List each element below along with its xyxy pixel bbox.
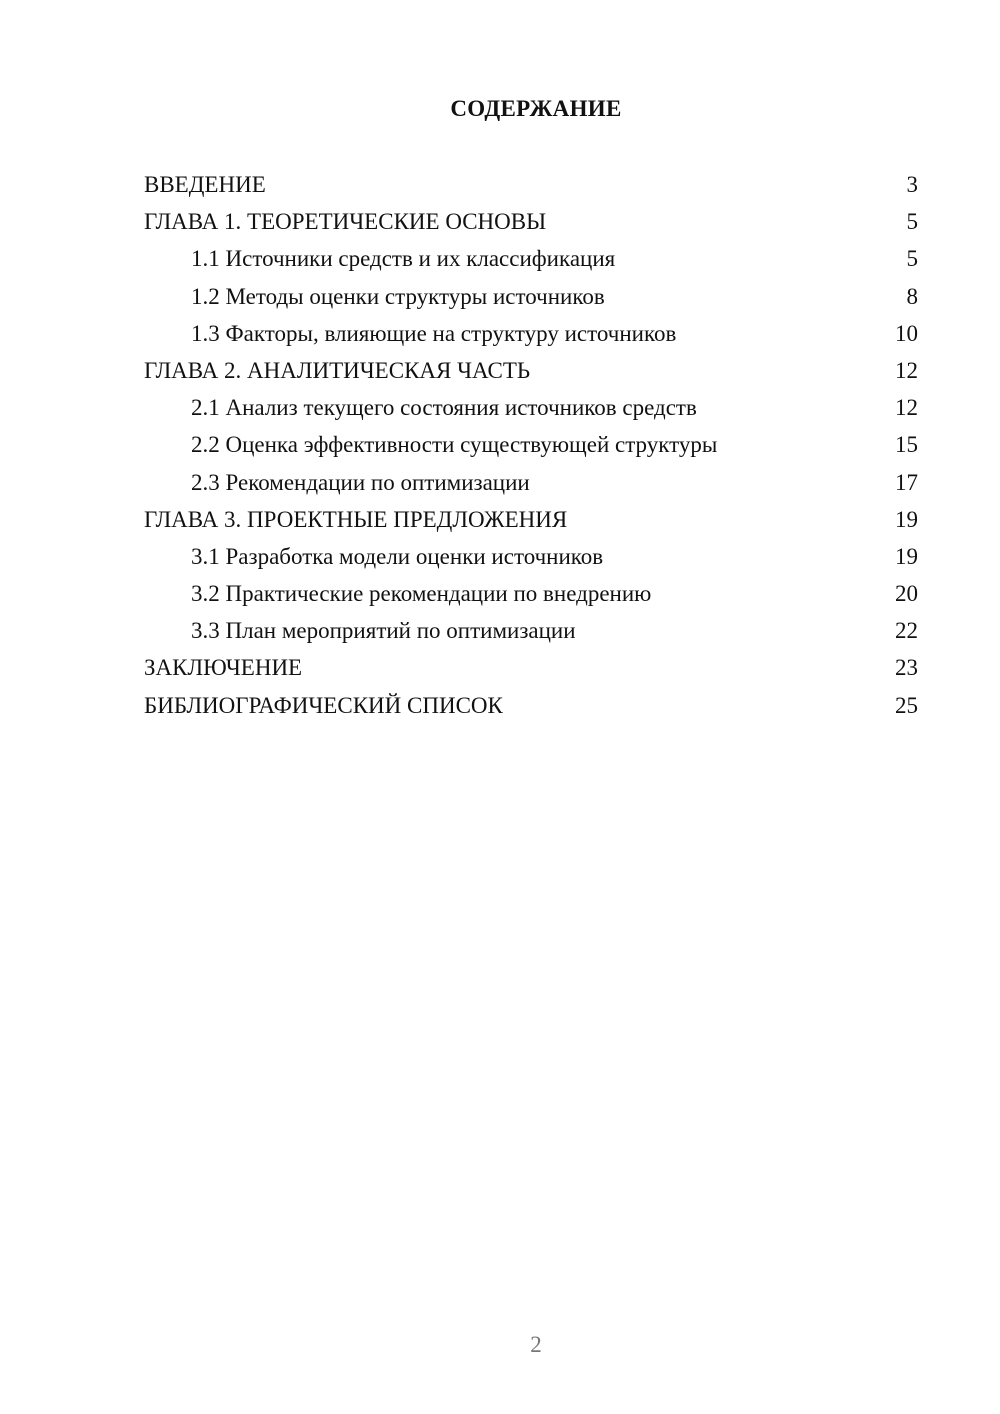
toc-entry-page: 22 <box>895 618 918 644</box>
toc-entry-page: 19 <box>895 506 918 532</box>
toc-entry-section-1-3 <box>144 315 918 352</box>
toc-entry-label: 3.3 План мероприятий по оптимизации <box>191 618 576 644</box>
toc-entry-page: 17 <box>895 469 918 495</box>
toc-entry-label: 2.2 Оценка эффективности существующей структуры <box>191 432 718 458</box>
page-number: 2 <box>530 1332 542 1357</box>
toc-entry-introduction <box>144 166 918 203</box>
toc-entry-page: 23 <box>895 655 918 681</box>
toc-entry-page: 19 <box>895 543 918 569</box>
toc-entry-bibliography <box>144 687 918 724</box>
toc-entry-section-2-1 <box>144 389 918 426</box>
toc-entry-page: 12 <box>895 395 918 421</box>
toc-entry-page: 15 <box>895 432 918 458</box>
toc-entry-page: 8 <box>906 283 918 309</box>
toc-entry-section-3-2 <box>144 575 918 612</box>
toc-entry-section-2-2 <box>144 426 918 463</box>
toc-entry-label: ЗАКЛЮЧЕНИЕ <box>144 655 303 681</box>
toc-entry-section-3-1 <box>144 538 918 575</box>
toc-entry-page: 20 <box>895 581 918 607</box>
toc-entry-label: 2.3 Рекомендации по оптимизации <box>191 469 530 495</box>
toc-entry-section-2-3 <box>144 464 918 501</box>
toc-entry-page: 12 <box>895 357 918 383</box>
toc-entry-section-3-3 <box>144 612 918 649</box>
toc-entry-label: 2.1 Анализ текущего состояния источников средств <box>191 395 697 421</box>
toc-entry-conclusion <box>144 649 918 686</box>
toc-entry-page: 3 <box>906 172 918 197</box>
toc-entry-label: 3.2 Практические рекомендации по внедрению <box>191 581 652 607</box>
toc-entry-label: 1.2 Методы оценки структуры источников <box>191 283 605 309</box>
toc-entry-page: 5 <box>906 209 918 235</box>
toc-entry-page: 10 <box>895 320 918 346</box>
toc-entry-label: 3.1 Разработка модели оценки источников <box>191 543 604 569</box>
toc-entry-chapter-3 <box>144 501 918 538</box>
toc-entry-section-1-2 <box>144 278 918 315</box>
toc-entry-page: 25 <box>895 692 918 718</box>
toc-entry-label: ГЛАВА 1. ТЕОРЕТИЧЕСКИЕ ОСНОВЫ <box>144 209 547 235</box>
toc-entry-label: БИБЛИОГРАФИЧЕСКИЙ СПИСОК <box>144 692 503 718</box>
toc-entry-page: 5 <box>906 246 918 272</box>
toc-entry-label: ГЛАВА 3. ПРОЕКТНЫЕ ПРЕДЛОЖЕНИЯ <box>144 506 568 532</box>
toc-entry-label: 1.3 Факторы, влияющие на структуру источников <box>191 320 677 346</box>
toc-entry-chapter-2 <box>144 352 918 389</box>
toc-entry-label: 1.1 Источники средств и их классификация <box>191 246 616 272</box>
toc-entry-label: ГЛАВА 2. АНАЛИТИЧЕСКАЯ ЧАСТЬ <box>144 357 531 383</box>
page-title: СОДЕРЖАНИЕ <box>450 96 622 121</box>
toc-entry-chapter-1 <box>144 203 918 240</box>
toc-entry-label: ВВЕДЕНИЕ <box>144 172 266 197</box>
table-of-contents <box>144 166 918 724</box>
toc-entry-section-1-1 <box>144 240 918 277</box>
